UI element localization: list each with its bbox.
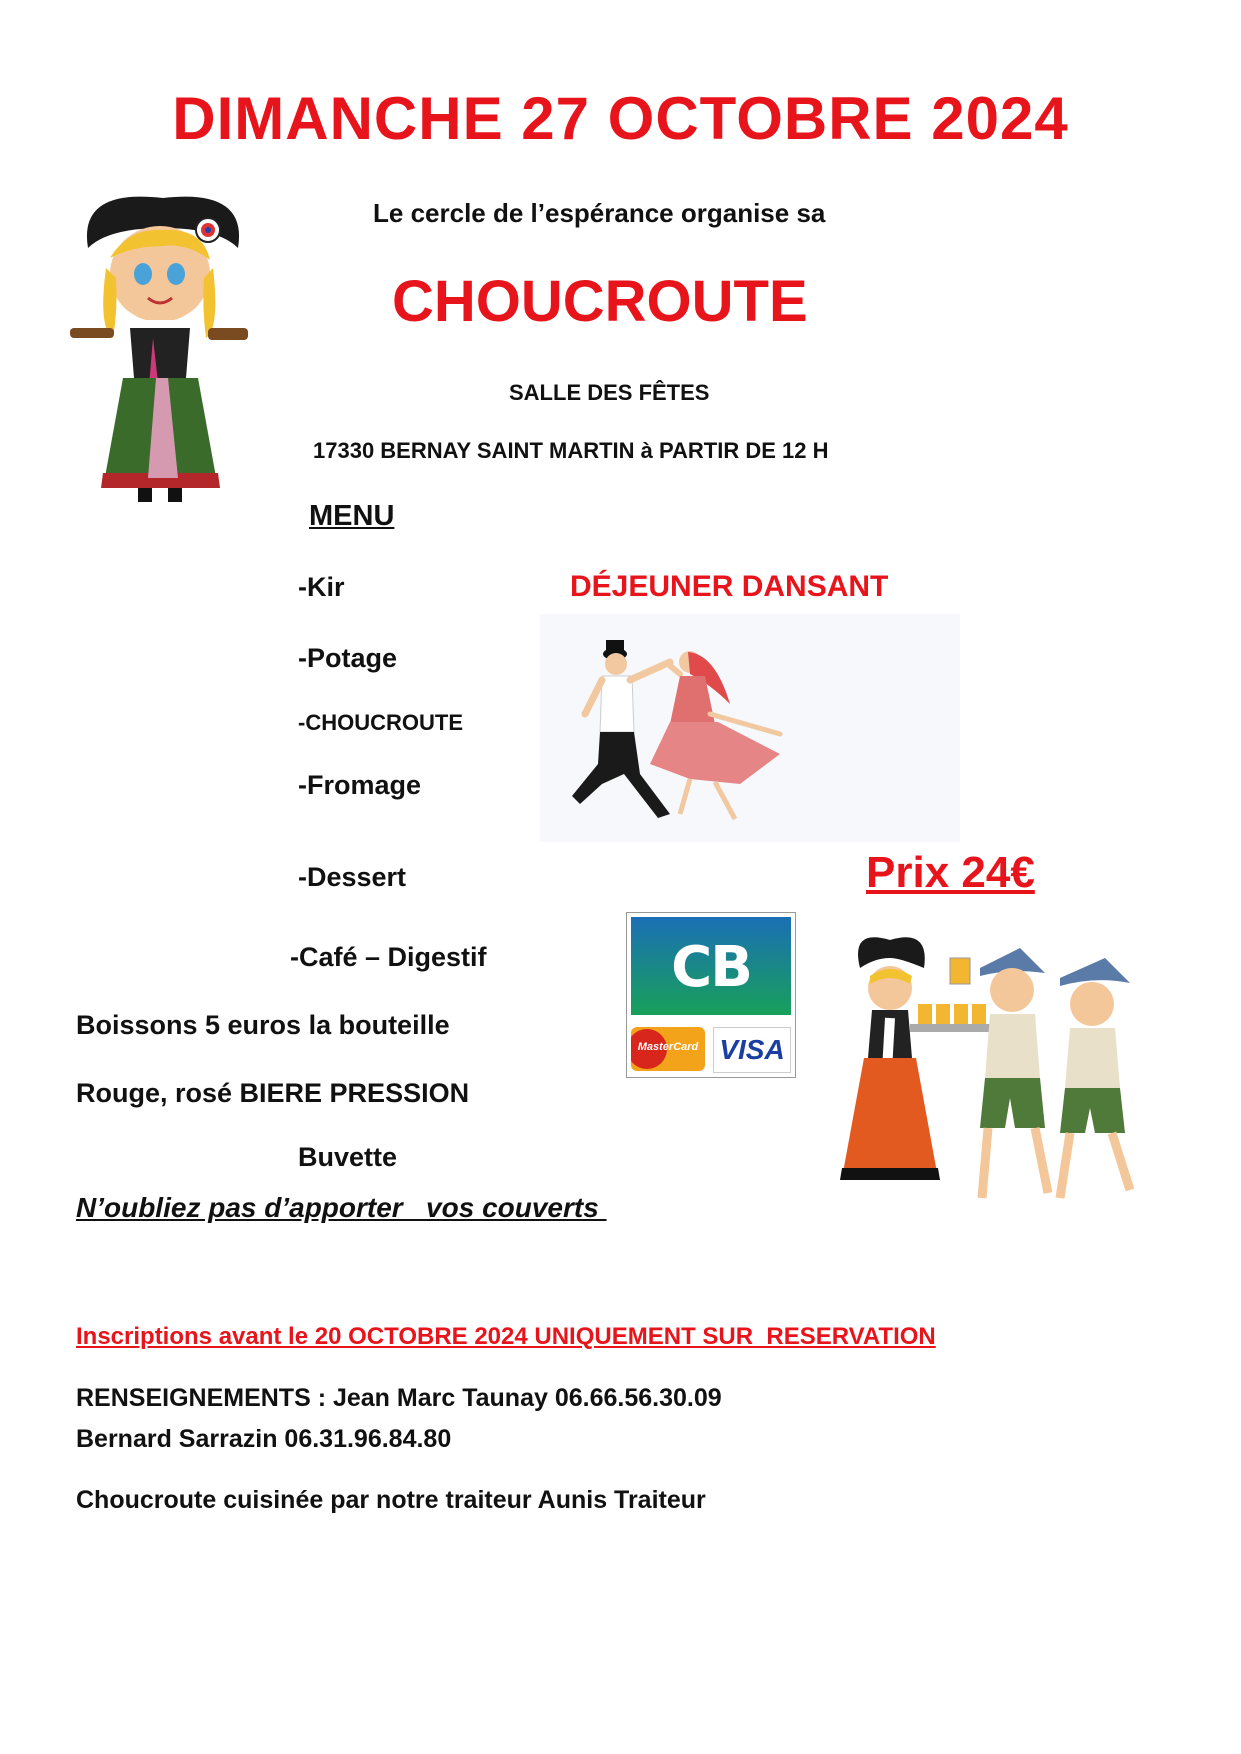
- card-payment-logo: [626, 912, 796, 1078]
- menu-item: -Café – Digestif: [290, 942, 487, 972]
- contact-info-primary: RENSEIGNEMENTS : Jean Marc Taunay 06.66.56.30.09: [76, 1384, 722, 1412]
- dancing-couple-illustration: [540, 614, 960, 842]
- menu-item: -Kir: [298, 572, 345, 602]
- venue-address: 17330 BERNAY SAINT MARTIN à PARTIR DE 12 H: [313, 438, 829, 463]
- menu-item: -Fromage: [298, 770, 422, 800]
- organizer-intro: Le cercle de l’espérance organise sa: [373, 198, 826, 228]
- visa-logo-text: VISA: [713, 1027, 791, 1073]
- venue-name: SALLE DES FÊTES: [509, 380, 710, 405]
- registration-notice: Inscriptions avant le 20 OCTOBRE 2024 UNIQUEMENT SUR RESERVATION: [76, 1323, 936, 1350]
- cb-logo-text: CB: [671, 935, 751, 1000]
- buvette-label: Buvette: [298, 1142, 398, 1172]
- cutlery-reminder: N’oubliez pas d’apporter vos couverts: [76, 1192, 607, 1223]
- event-name: CHOUCROUTE: [392, 269, 808, 334]
- menu-heading: MENU: [309, 500, 395, 532]
- price-label: Prix 24€: [866, 848, 1035, 897]
- menu-item: -Potage: [298, 643, 398, 673]
- drinks-list: Rouge, rosé BIERE PRESSION: [76, 1078, 470, 1108]
- contact-info-secondary: Bernard Sarrazin 06.31.96.84.80: [76, 1425, 452, 1453]
- drinks-price: Boissons 5 euros la bouteille: [76, 1010, 450, 1040]
- caterer-note: Choucroute cuisinée par notre traiteur Aunis Traiteur: [76, 1486, 706, 1514]
- dance-lunch-label: DÉJEUNER DANSANT: [570, 570, 889, 603]
- menu-item: -Dessert: [298, 862, 407, 892]
- menu-item: -CHOUCROUTE: [298, 710, 463, 735]
- bavarian-party-illustration: [820, 928, 1165, 1224]
- alsatian-girl-illustration: [68, 188, 258, 508]
- event-date-title: DIMANCHE 27 OCTOBRE 2024: [172, 85, 1069, 152]
- mastercard-logo-text: MasterCard: [637, 1041, 699, 1053]
